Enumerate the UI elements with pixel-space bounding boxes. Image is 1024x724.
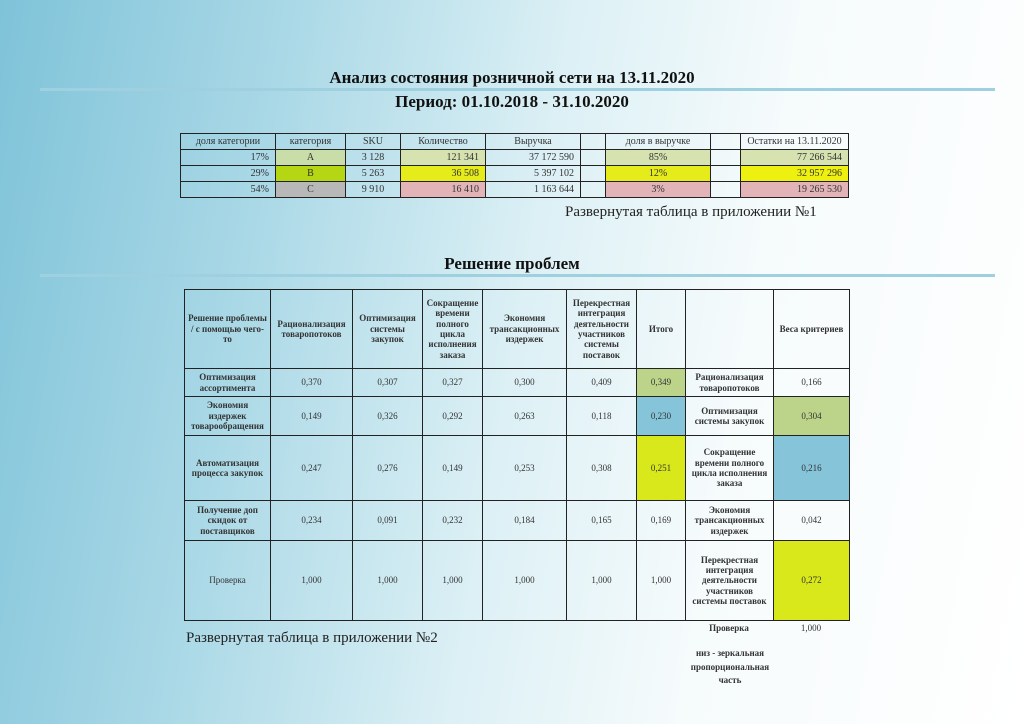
table-cell: 9 910: [346, 182, 401, 198]
table-cell: 0,327: [423, 369, 483, 397]
table-cell: 0,292: [423, 397, 483, 436]
table-cell: доля категории: [181, 134, 276, 150]
table-cell: [581, 150, 606, 166]
table-cell: 37 172 590: [486, 150, 581, 166]
table-cell: 0,304: [774, 397, 850, 436]
page-title: Анализ состояния розничной сети на 13.11.2020: [329, 68, 695, 87]
table-cell: 1,000: [271, 541, 353, 621]
table-header-row: [185, 290, 850, 369]
table-cell: Веса критериев: [774, 290, 850, 369]
table-cell: 1,000: [637, 541, 686, 621]
table-cell: 0,234: [271, 501, 353, 541]
table-cell: 5 397 102: [486, 166, 581, 182]
table-cell: 121 341: [401, 150, 486, 166]
table-row: [185, 436, 850, 501]
table-cell: [581, 166, 606, 182]
table-cell: 0,251: [637, 436, 686, 501]
table-cell: 0,169: [637, 501, 686, 541]
table-cell: 1,000: [423, 541, 483, 621]
table-cell: 0,184: [483, 501, 567, 541]
table-row: [185, 397, 850, 436]
table-cell: B: [276, 166, 346, 182]
table-cell: 1 163 644: [486, 182, 581, 198]
table-cell: Выручка: [486, 134, 581, 150]
table-cell: 0,247: [271, 436, 353, 501]
table-cell: Остатки на 13.11.2020: [741, 134, 849, 150]
table-cell: 0,409: [567, 369, 637, 397]
table-cell: 0,349: [637, 369, 686, 397]
divider: [40, 88, 995, 91]
table-cell: 36 508: [401, 166, 486, 182]
solutions-table: [184, 289, 850, 621]
table-cell: 0,042: [774, 501, 850, 541]
table-cell: Оптимизация системы закупок: [353, 290, 423, 369]
table-cell: Сокращение времени полного цикла исполнения заказа: [423, 290, 483, 369]
table-cell: категория: [276, 134, 346, 150]
table-cell: Итого: [637, 290, 686, 369]
table-cell: 0,276: [353, 436, 423, 501]
table-cell: Рационализация товаропотоков: [271, 290, 353, 369]
table-cell: 1,000: [567, 541, 637, 621]
period-subtitle: Период: 01.10.2018 - 31.10.2020: [395, 92, 629, 111]
table-cell: [581, 182, 606, 198]
table-cell: 0,118: [567, 397, 637, 436]
table-cell: 0,232: [423, 501, 483, 541]
table-cell: Экономия трансакционных издержек: [483, 290, 567, 369]
table-cell: доля в выручке: [606, 134, 711, 150]
table-cell: 0,308: [567, 436, 637, 501]
table-cell: 0,166: [774, 369, 850, 397]
table-cell: Сокращение времени полного цикла исполнения заказа: [686, 436, 774, 501]
table-cell: 5 263: [346, 166, 401, 182]
table-cell: 0,326: [353, 397, 423, 436]
appendix-note-1: Развернутая таблица в приложении №1: [565, 204, 817, 220]
table-cell: [581, 134, 606, 150]
table-cell: 19 265 530: [741, 182, 849, 198]
table-cell: Получение доп скидок от поставщиков: [185, 501, 271, 541]
table-row: [181, 166, 849, 182]
table-cell: 0,165: [567, 501, 637, 541]
table-cell: SKU: [346, 134, 401, 150]
table-cell: 0,307: [353, 369, 423, 397]
table-cell: 0,230: [637, 397, 686, 436]
check-value: 1,000: [800, 623, 822, 633]
table-row: [185, 541, 850, 621]
table-cell: C: [276, 182, 346, 198]
table-cell: A: [276, 150, 346, 166]
table-cell: 0,149: [271, 397, 353, 436]
table-cell: 29%: [181, 166, 276, 182]
table-cell: 32 957 296: [741, 166, 849, 182]
table-cell: Оптимизация ассортимента: [185, 369, 271, 397]
divider: [40, 274, 995, 277]
table-cell: 85%: [606, 150, 711, 166]
table-cell: Экономия издержек товарообращения: [185, 397, 271, 436]
table-cell: Экономия трансакционных издержек: [686, 501, 774, 541]
table-cell: 0,216: [774, 436, 850, 501]
table-cell: 0,272: [774, 541, 850, 621]
table-cell: 0,091: [353, 501, 423, 541]
table-cell: [686, 290, 774, 369]
table-cell: Решение проблемы / с помощью чего-то: [185, 290, 271, 369]
table-row: [181, 150, 849, 166]
table-cell: 1,000: [483, 541, 567, 621]
table-cell: [711, 134, 741, 150]
check-label: Проверка: [709, 623, 749, 633]
table-cell: Проверка: [185, 541, 271, 621]
appendix-note-2: Развернутая таблица в приложении №2: [186, 630, 438, 646]
table-cell: 3 128: [346, 150, 401, 166]
table-cell: 0,370: [271, 369, 353, 397]
table-cell: [711, 150, 741, 166]
table-cell: 16 410: [401, 182, 486, 198]
category-table: [180, 133, 849, 198]
table-cell: [711, 166, 741, 182]
table-cell: 3%: [606, 182, 711, 198]
table-cell: Количество: [401, 134, 486, 150]
table-cell: 12%: [606, 166, 711, 182]
section-title: Решение проблем: [444, 254, 580, 273]
table-cell: Рационализация товаропотоков: [686, 369, 774, 397]
table-row: [181, 182, 849, 198]
table-cell: 54%: [181, 182, 276, 198]
table-cell: Оптимизация системы закупок: [686, 397, 774, 436]
table-cell: Автоматизация процесса закупок: [185, 436, 271, 501]
table-cell: 77 266 544: [741, 150, 849, 166]
table-cell: 0,300: [483, 369, 567, 397]
table-cell: Перекрестная интеграция деятельности участников системы поставок: [567, 290, 637, 369]
table-cell: 0,253: [483, 436, 567, 501]
table-cell: Перекрестная интеграция деятельности участников системы поставок: [686, 541, 774, 621]
table-cell: 0,149: [423, 436, 483, 501]
table-header-row: [181, 134, 849, 150]
footnote: низ - зеркальная пропорциональная часть: [690, 648, 770, 685]
table-row: [185, 369, 850, 397]
table-cell: 1,000: [353, 541, 423, 621]
table-cell: [711, 182, 741, 198]
table-cell: 17%: [181, 150, 276, 166]
table-row: [185, 501, 850, 541]
table-cell: 0,263: [483, 397, 567, 436]
